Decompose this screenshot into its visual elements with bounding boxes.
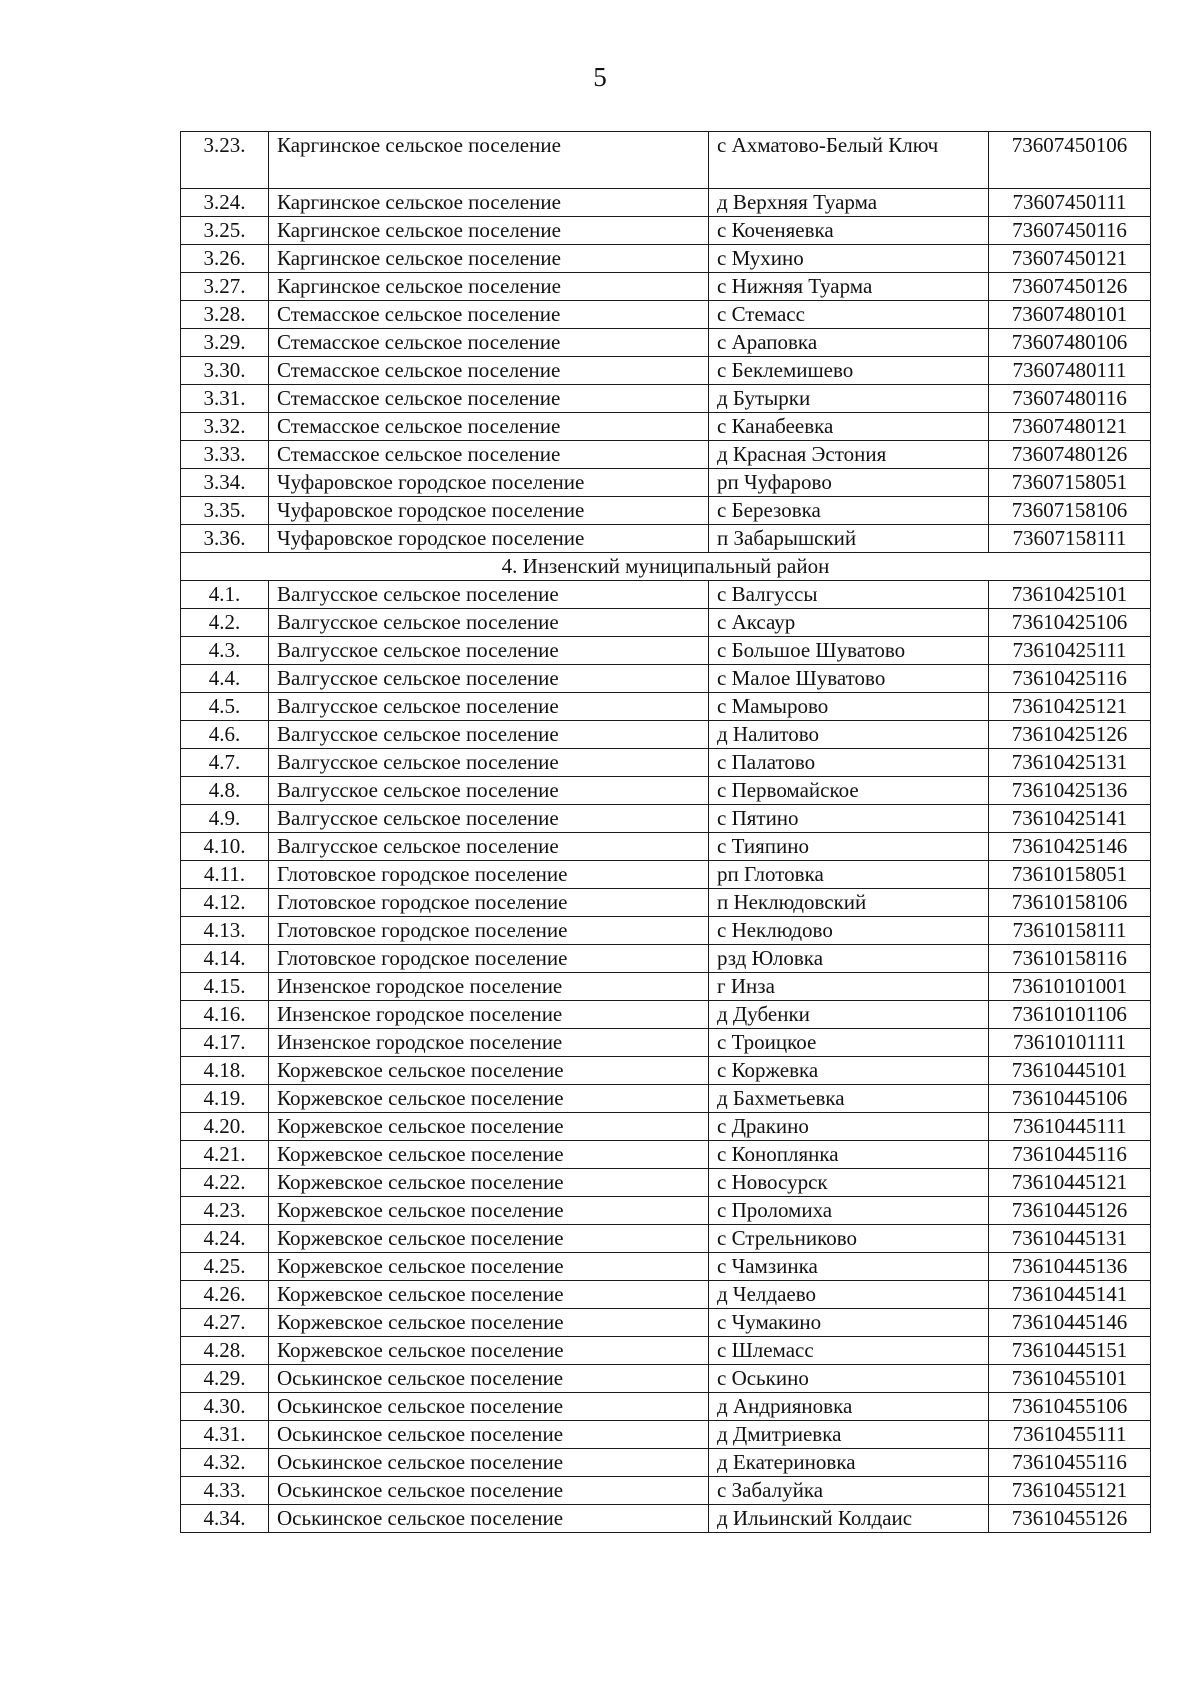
oktmo-code-cell: 73610455126 — [989, 1505, 1151, 1533]
table-row — [181, 665, 1151, 693]
settlement-cell: Валгусское сельское поселение — [269, 581, 709, 609]
locality-cell: д Екатериновка — [709, 1449, 989, 1477]
oktmo-code-cell: 73610455111 — [989, 1421, 1151, 1449]
settlement-cell: Чуфаровское городское поселение — [269, 525, 709, 553]
oktmo-code-cell: 73610445151 — [989, 1337, 1151, 1365]
settlement-cell: Глотовское городское поселение — [269, 861, 709, 889]
settlement-cell: Стемасское сельское поселение — [269, 385, 709, 413]
locality-cell: д Бахметьевка — [709, 1085, 989, 1113]
settlement-cell: Оськинское сельское поселение — [269, 1477, 709, 1505]
settlement-cell: Валгусское сельское поселение — [269, 721, 709, 749]
table-row — [181, 1029, 1151, 1057]
locality-cell: с Шлемасс — [709, 1337, 989, 1365]
row-number-cell: 4.5. — [181, 693, 269, 721]
oktmo-code-cell: 73610425121 — [989, 693, 1151, 721]
settlement-cell: Стемасское сельское поселение — [269, 329, 709, 357]
oktmo-code-cell: 73610455101 — [989, 1365, 1151, 1393]
settlement-cell: Чуфаровское городское поселение — [269, 497, 709, 525]
settlement-cell: Коржевское сельское поселение — [269, 1309, 709, 1337]
row-number-cell: 4.30. — [181, 1393, 269, 1421]
table-row — [181, 357, 1151, 385]
settlement-cell: Оськинское сельское поселение — [269, 1393, 709, 1421]
row-number-cell: 4.18. — [181, 1057, 269, 1085]
settlement-cell: Оськинское сельское поселение — [269, 1421, 709, 1449]
oktmo-code-cell: 73610445101 — [989, 1057, 1151, 1085]
table-row — [181, 413, 1151, 441]
oktmo-code-cell: 73610158116 — [989, 945, 1151, 973]
oktmo-code-cell: 73610445141 — [989, 1281, 1151, 1309]
row-number-cell: 4.10. — [181, 833, 269, 861]
row-number-cell: 3.29. — [181, 329, 269, 357]
row-number-cell: 4.33. — [181, 1477, 269, 1505]
locality-cell: с Аксаур — [709, 609, 989, 637]
oktmo-code-cell: 73610445126 — [989, 1197, 1151, 1225]
table-row — [181, 245, 1151, 273]
locality-cell: с Новосурск — [709, 1169, 989, 1197]
settlement-cell: Коржевское сельское поселение — [269, 1085, 709, 1113]
locality-cell: с Забалуйка — [709, 1477, 989, 1505]
table-row — [181, 1057, 1151, 1085]
settlement-cell: Коржевское сельское поселение — [269, 1337, 709, 1365]
locality-cell: д Налитово — [709, 721, 989, 749]
oktmo-code-cell: 73610158111 — [989, 917, 1151, 945]
table-row — [181, 1449, 1151, 1477]
oktmo-code-cell: 73610445116 — [989, 1141, 1151, 1169]
locality-cell: д Андрияновка — [709, 1393, 989, 1421]
oktmo-code-cell: 73610425101 — [989, 581, 1151, 609]
locality-cell: с Ахматово-Белый Ключ — [709, 132, 989, 189]
table-row — [181, 917, 1151, 945]
oktmo-code-cell: 73607158106 — [989, 497, 1151, 525]
locality-cell: д Верхняя Туарма — [709, 189, 989, 217]
row-number-cell: 4.29. — [181, 1365, 269, 1393]
table-row — [181, 581, 1151, 609]
oktmo-code-cell: 73610425126 — [989, 721, 1151, 749]
locality-cell: с Троицкое — [709, 1029, 989, 1057]
oktmo-code-cell: 73610101001 — [989, 973, 1151, 1001]
table-row — [181, 693, 1151, 721]
locality-cell: с Тияпино — [709, 833, 989, 861]
locality-cell: д Ильинский Колдаис — [709, 1505, 989, 1533]
locality-cell: д Бутырки — [709, 385, 989, 413]
table-row — [181, 497, 1151, 525]
oktmo-code-cell: 73607158051 — [989, 469, 1151, 497]
table-row — [181, 805, 1151, 833]
row-number-cell: 4.31. — [181, 1421, 269, 1449]
table-row — [181, 1477, 1151, 1505]
table-row — [181, 1421, 1151, 1449]
locality-cell: с Стрельниково — [709, 1225, 989, 1253]
settlement-cell: Коржевское сельское поселение — [269, 1281, 709, 1309]
table-row — [181, 833, 1151, 861]
settlement-cell: Стемасское сельское поселение — [269, 413, 709, 441]
oktmo-code-cell: 73610455106 — [989, 1393, 1151, 1421]
oktmo-code-cell: 73607480106 — [989, 329, 1151, 357]
row-number-cell: 4.11. — [181, 861, 269, 889]
table-row — [181, 1505, 1151, 1533]
row-number-cell: 4.6. — [181, 721, 269, 749]
row-number-cell: 3.23. — [181, 132, 269, 189]
locality-cell: рп Чуфарово — [709, 469, 989, 497]
settlement-cell: Чуфаровское городское поселение — [269, 469, 709, 497]
row-number-cell: 4.24. — [181, 1225, 269, 1253]
oktmo-code-cell: 73607480126 — [989, 441, 1151, 469]
settlement-cell: Валгусское сельское поселение — [269, 805, 709, 833]
oktmo-code-cell: 73607480116 — [989, 385, 1151, 413]
oktmo-code-cell: 73607480121 — [989, 413, 1151, 441]
oktmo-code-cell: 73607480101 — [989, 301, 1151, 329]
oktmo-code-cell: 73607450111 — [989, 189, 1151, 217]
oktmo-code-cell: 73610445106 — [989, 1085, 1151, 1113]
settlement-cell: Глотовское городское поселение — [269, 889, 709, 917]
table-row — [181, 1141, 1151, 1169]
row-number-cell: 4.28. — [181, 1337, 269, 1365]
table-row — [181, 609, 1151, 637]
table-row — [181, 1085, 1151, 1113]
settlement-cell: Каргинское сельское поселение — [269, 217, 709, 245]
settlement-cell: Валгусское сельское поселение — [269, 833, 709, 861]
settlement-cell: Инзенское городское поселение — [269, 1001, 709, 1029]
oktmo-code-cell: 73610425111 — [989, 637, 1151, 665]
locality-cell: с Нижняя Туарма — [709, 273, 989, 301]
locality-cell: с Мамырово — [709, 693, 989, 721]
locality-cell: с Чумакино — [709, 1309, 989, 1337]
table-row — [181, 273, 1151, 301]
oktmo-code-cell: 73610425141 — [989, 805, 1151, 833]
oktmo-code-cell: 73607450106 — [989, 132, 1151, 189]
oktmo-code-cell: 73610158051 — [989, 861, 1151, 889]
table-section-district-4 — [181, 553, 1151, 581]
oktmo-code-cell: 73607450116 — [989, 217, 1151, 245]
table-row — [181, 1253, 1151, 1281]
table-row — [181, 1197, 1151, 1225]
settlement-cell: Коржевское сельское поселение — [269, 1225, 709, 1253]
settlement-cell: Коржевское сельское поселение — [269, 1113, 709, 1141]
section-heading-row — [181, 553, 1151, 581]
page-number: 5 — [593, 62, 607, 92]
settlement-cell: Коржевское сельское поселение — [269, 1253, 709, 1281]
row-number-cell: 4.3. — [181, 637, 269, 665]
settlement-cell: Коржевское сельское поселение — [269, 1169, 709, 1197]
locality-cell: с Араповка — [709, 329, 989, 357]
oktmo-code-cell: 73610445146 — [989, 1309, 1151, 1337]
locality-cell: с Палатово — [709, 749, 989, 777]
row-number-cell: 3.36. — [181, 525, 269, 553]
settlement-cell: Валгусское сельское поселение — [269, 749, 709, 777]
oktmo-code-cell: 73610425106 — [989, 609, 1151, 637]
settlements-table — [180, 131, 1151, 1533]
row-number-cell: 3.30. — [181, 357, 269, 385]
table-row — [181, 945, 1151, 973]
settlement-cell: Валгусское сельское поселение — [269, 777, 709, 805]
locality-cell: с Чамзинка — [709, 1253, 989, 1281]
settlement-cell: Стемасское сельское поселение — [269, 441, 709, 469]
row-number-cell: 3.26. — [181, 245, 269, 273]
table-row — [181, 777, 1151, 805]
table-row — [181, 217, 1151, 245]
locality-cell: с Оськино — [709, 1365, 989, 1393]
row-number-cell: 4.22. — [181, 1169, 269, 1197]
locality-cell: с Валгуссы — [709, 581, 989, 609]
locality-cell: г Инза — [709, 973, 989, 1001]
row-number-cell: 4.15. — [181, 973, 269, 1001]
table-body-district-3 — [181, 132, 1151, 553]
table-row — [181, 525, 1151, 553]
row-number-cell: 3.25. — [181, 217, 269, 245]
oktmo-code-cell: 73610425116 — [989, 665, 1151, 693]
table-row — [181, 189, 1151, 217]
table-row — [181, 1309, 1151, 1337]
row-number-cell: 4.1. — [181, 581, 269, 609]
row-number-cell: 4.32. — [181, 1449, 269, 1477]
row-number-cell: 3.28. — [181, 301, 269, 329]
row-number-cell: 4.7. — [181, 749, 269, 777]
oktmo-code-cell: 73610425131 — [989, 749, 1151, 777]
locality-cell: с Беклемишево — [709, 357, 989, 385]
row-number-cell: 3.27. — [181, 273, 269, 301]
locality-cell: с Канабеевка — [709, 413, 989, 441]
settlement-cell: Валгусское сельское поселение — [269, 637, 709, 665]
table-row — [181, 1393, 1151, 1421]
oktmo-code-cell: 73610158106 — [989, 889, 1151, 917]
row-number-cell: 4.9. — [181, 805, 269, 833]
oktmo-code-cell: 73610445111 — [989, 1113, 1151, 1141]
table-row — [181, 1169, 1151, 1197]
table-row — [181, 301, 1151, 329]
settlement-cell: Каргинское сельское поселение — [269, 132, 709, 189]
row-number-cell: 4.16. — [181, 1001, 269, 1029]
row-number-cell: 4.2. — [181, 609, 269, 637]
locality-cell: с Мухино — [709, 245, 989, 273]
table-row — [181, 749, 1151, 777]
oktmo-code-cell: 73607450121 — [989, 245, 1151, 273]
table-row — [181, 637, 1151, 665]
locality-cell: с Березовка — [709, 497, 989, 525]
settlement-cell: Каргинское сельское поселение — [269, 273, 709, 301]
table-row — [181, 441, 1151, 469]
locality-cell: п Забарышский — [709, 525, 989, 553]
locality-cell: с Проломиха — [709, 1197, 989, 1225]
settlement-cell: Оськинское сельское поселение — [269, 1505, 709, 1533]
table-row — [181, 1281, 1151, 1309]
row-number-cell: 4.34. — [181, 1505, 269, 1533]
row-number-cell: 3.33. — [181, 441, 269, 469]
settlement-cell: Коржевское сельское поселение — [269, 1057, 709, 1085]
row-number-cell: 4.14. — [181, 945, 269, 973]
oktmo-code-cell: 73607480111 — [989, 357, 1151, 385]
locality-cell: с Малое Шуватово — [709, 665, 989, 693]
table-row — [181, 1337, 1151, 1365]
settlement-cell: Глотовское городское поселение — [269, 917, 709, 945]
table-row — [181, 861, 1151, 889]
table-row — [181, 1225, 1151, 1253]
locality-cell: рп Глотовка — [709, 861, 989, 889]
table-row — [181, 469, 1151, 497]
row-number-cell: 4.20. — [181, 1113, 269, 1141]
table-row — [181, 1365, 1151, 1393]
oktmo-code-cell: 73610445121 — [989, 1169, 1151, 1197]
settlement-cell: Стемасское сельское поселение — [269, 301, 709, 329]
locality-cell: д Красная Эстония — [709, 441, 989, 469]
settlement-cell: Оськинское сельское поселение — [269, 1449, 709, 1477]
row-number-cell: 4.19. — [181, 1085, 269, 1113]
settlement-cell: Коржевское сельское поселение — [269, 1197, 709, 1225]
locality-cell: рзд Юловка — [709, 945, 989, 973]
row-number-cell: 4.26. — [181, 1281, 269, 1309]
row-number-cell: 4.13. — [181, 917, 269, 945]
locality-cell: с Первомайское — [709, 777, 989, 805]
oktmo-code-cell: 73610455121 — [989, 1477, 1151, 1505]
row-number-cell: 4.17. — [181, 1029, 269, 1057]
table-body-district-4 — [181, 581, 1151, 1533]
oktmo-code-cell: 73610101106 — [989, 1001, 1151, 1029]
locality-cell: п Неклюдовский — [709, 889, 989, 917]
table-row — [181, 1113, 1151, 1141]
table-row — [181, 973, 1151, 1001]
locality-cell: с Пятино — [709, 805, 989, 833]
locality-cell: с Коржевка — [709, 1057, 989, 1085]
section-heading: 4. Инзенский муниципальный район — [181, 553, 1151, 581]
settlement-cell: Валгусское сельское поселение — [269, 609, 709, 637]
oktmo-code-cell: 73610425136 — [989, 777, 1151, 805]
row-number-cell: 4.27. — [181, 1309, 269, 1337]
oktmo-code-cell: 73610445136 — [989, 1253, 1151, 1281]
row-number-cell: 3.24. — [181, 189, 269, 217]
oktmo-code-cell: 73610101111 — [989, 1029, 1151, 1057]
table-row — [181, 132, 1151, 189]
row-number-cell: 4.25. — [181, 1253, 269, 1281]
table-row — [181, 385, 1151, 413]
row-number-cell: 4.4. — [181, 665, 269, 693]
locality-cell: с Коченяевка — [709, 217, 989, 245]
settlements-table-container — [180, 131, 1150, 1533]
locality-cell: д Дубенки — [709, 1001, 989, 1029]
settlement-cell: Оськинское сельское поселение — [269, 1365, 709, 1393]
settlement-cell: Коржевское сельское поселение — [269, 1141, 709, 1169]
oktmo-code-cell: 73607158111 — [989, 525, 1151, 553]
row-number-cell: 3.34. — [181, 469, 269, 497]
table-row — [181, 889, 1151, 917]
settlement-cell: Глотовское городское поселение — [269, 945, 709, 973]
locality-cell: с Большое Шуватово — [709, 637, 989, 665]
settlement-cell: Каргинское сельское поселение — [269, 189, 709, 217]
settlement-cell: Каргинское сельское поселение — [269, 245, 709, 273]
locality-cell: с Неклюдово — [709, 917, 989, 945]
settlement-cell: Валгусское сельское поселение — [269, 665, 709, 693]
settlement-cell: Инзенское городское поселение — [269, 973, 709, 1001]
table-row — [181, 329, 1151, 357]
oktmo-code-cell: 73610455116 — [989, 1449, 1151, 1477]
settlement-cell: Стемасское сельское поселение — [269, 357, 709, 385]
settlement-cell: Инзенское городское поселение — [269, 1029, 709, 1057]
row-number-cell: 3.32. — [181, 413, 269, 441]
oktmo-code-cell: 73610445131 — [989, 1225, 1151, 1253]
row-number-cell: 3.35. — [181, 497, 269, 525]
row-number-cell: 4.12. — [181, 889, 269, 917]
row-number-cell: 3.31. — [181, 385, 269, 413]
row-number-cell: 4.23. — [181, 1197, 269, 1225]
locality-cell: д Дмитриевка — [709, 1421, 989, 1449]
row-number-cell: 4.21. — [181, 1141, 269, 1169]
table-row — [181, 721, 1151, 749]
row-number-cell: 4.8. — [181, 777, 269, 805]
locality-cell: д Челдаево — [709, 1281, 989, 1309]
locality-cell: с Коноплянка — [709, 1141, 989, 1169]
table-row — [181, 1001, 1151, 1029]
locality-cell: с Дракино — [709, 1113, 989, 1141]
locality-cell: с Стемасс — [709, 301, 989, 329]
settlement-cell: Валгусское сельское поселение — [269, 693, 709, 721]
oktmo-code-cell: 73610425146 — [989, 833, 1151, 861]
oktmo-code-cell: 73607450126 — [989, 273, 1151, 301]
